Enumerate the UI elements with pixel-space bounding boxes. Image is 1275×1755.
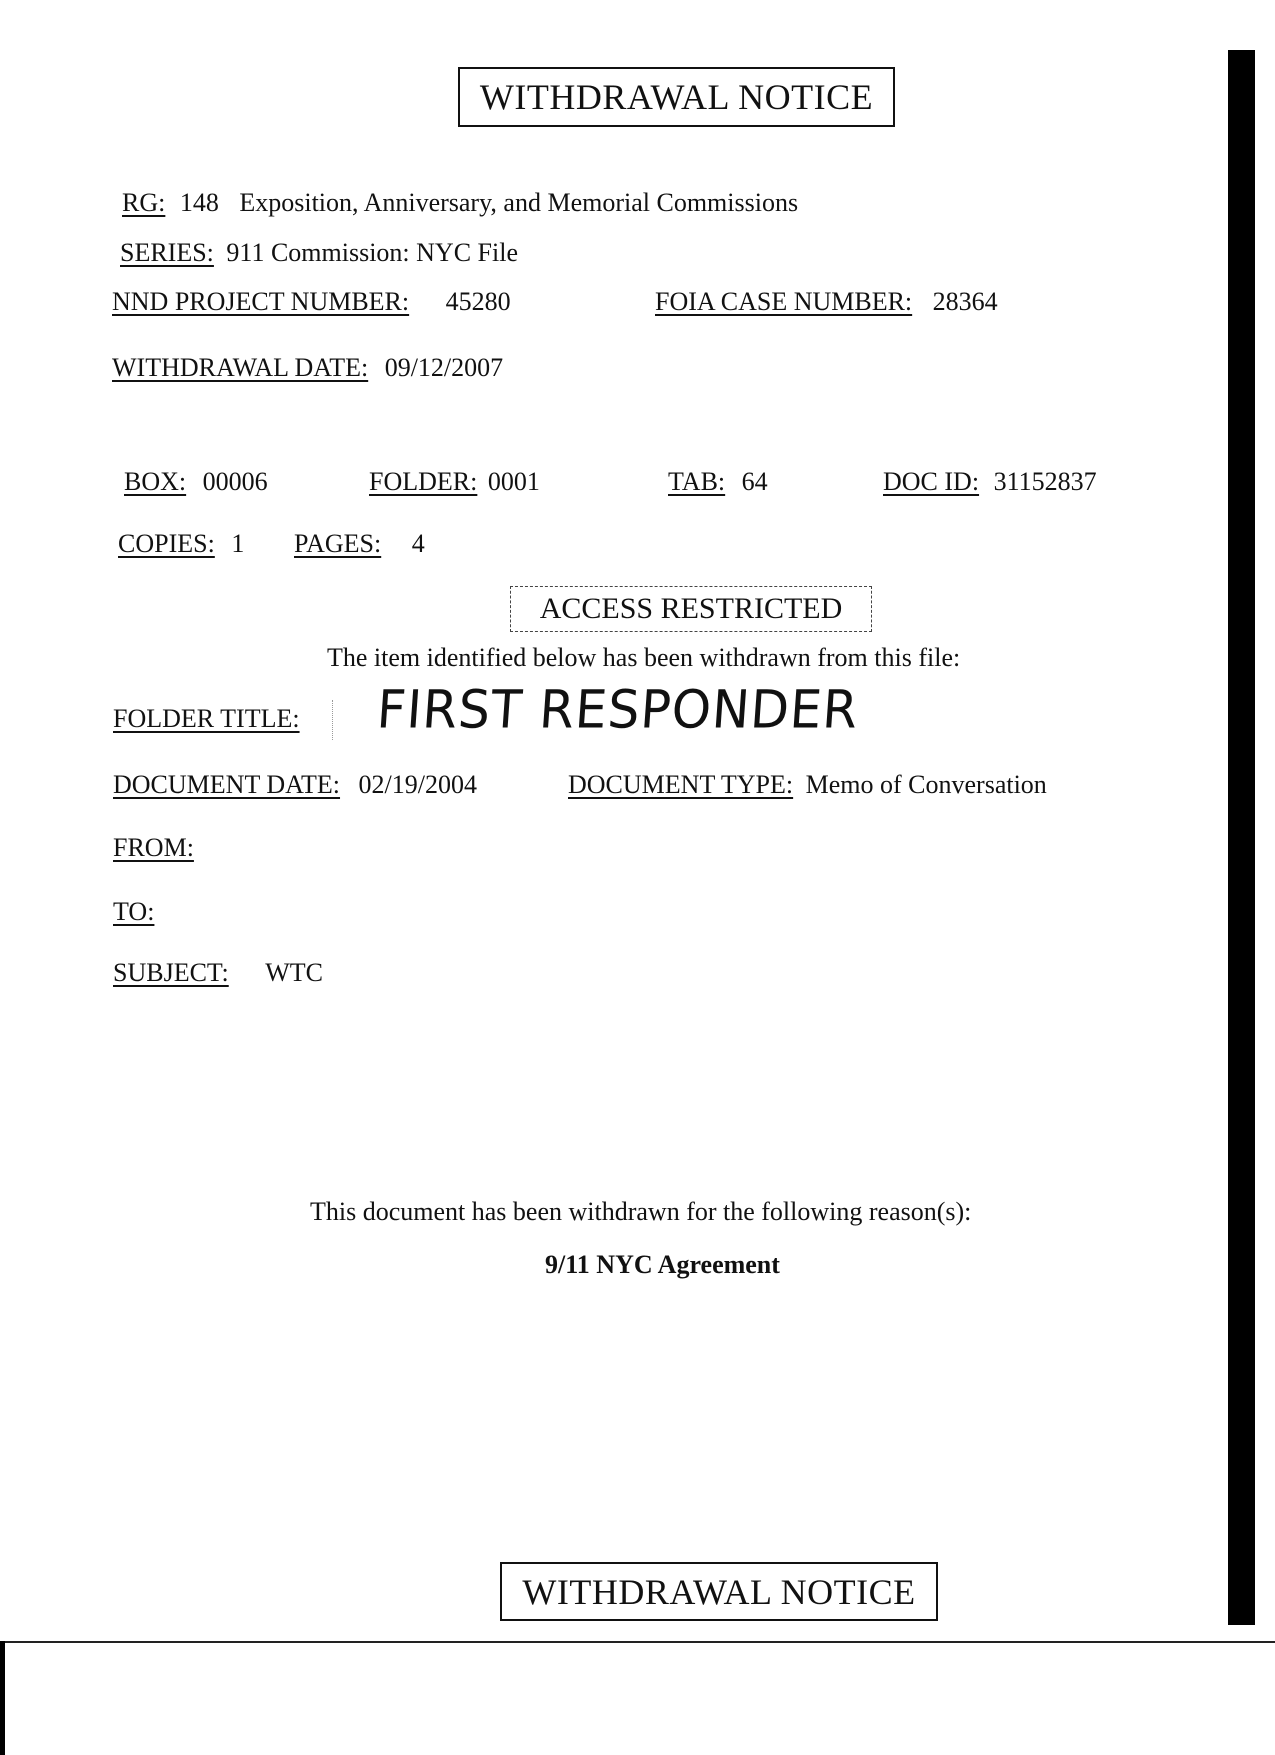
withdrawal-notice-footer (500, 1562, 938, 1621)
nnd-project-label: NND PROJECT NUMBER: (112, 287, 410, 316)
reason-intro (310, 1199, 971, 1225)
from-row (113, 835, 204, 861)
pages-value: 4 (411, 529, 425, 558)
withdrawal-date-value: 09/12/2007 (384, 353, 504, 382)
document-type-value: Memo of Conversation (805, 770, 1047, 799)
copies-row (118, 531, 244, 557)
reason-value (545, 1252, 780, 1278)
document-date-label: DOCUMENT DATE: (113, 770, 341, 799)
rg-label: RG: (122, 188, 166, 217)
access-restricted-label: ACCESS RESTRICTED (539, 592, 843, 625)
withdrawal-date-label: WITHDRAWAL DATE: (112, 353, 369, 382)
footer-title: WITHDRAWAL NOTICE (522, 1571, 916, 1612)
subject-label: SUBJECT: (113, 958, 229, 987)
subject-row (113, 960, 323, 986)
withdrawal-notice-header (458, 67, 895, 127)
document-type-row (568, 772, 1047, 798)
series-value: 911 Commission: NYC File (226, 238, 518, 267)
folder-row (369, 469, 540, 495)
doc-id-label: DOC ID: (883, 467, 980, 496)
scan-edge-bar-right (1228, 50, 1255, 1625)
folder-title-handwritten (375, 679, 861, 740)
reason-value-text: 9/11 NYC Agreement (545, 1250, 780, 1279)
folder-title-value: FIRST RESPONDER (375, 679, 861, 740)
copies-value: 1 (231, 529, 245, 558)
folder-title-label: FOLDER TITLE: (113, 704, 300, 733)
subject-value: WTC (265, 958, 323, 987)
foia-case-value: 28364 (932, 287, 998, 316)
box-label: BOX: (124, 467, 187, 496)
tab-value: 64 (741, 467, 768, 496)
reason-intro-text: This document has been withdrawn for the following reason(s): (310, 1197, 972, 1226)
pages-row (294, 531, 425, 557)
nnd-project-row (112, 289, 511, 315)
copies-label: COPIES: (118, 529, 215, 558)
rg-value: Exposition, Anniversary, and Memorial Commissions (239, 188, 799, 217)
document-date-value: 02/19/2004 (358, 770, 477, 799)
document-date-row (113, 772, 477, 798)
document-type-label: DOCUMENT TYPE: (568, 770, 794, 799)
rg-number: 148 (179, 188, 219, 217)
from-label: FROM: (113, 833, 194, 862)
withdrawn-notice-text: The item identified below has been withdrawn from this file: (327, 643, 961, 672)
series-row (120, 240, 518, 266)
folder-label: FOLDER: (369, 467, 478, 496)
tab-label: TAB: (668, 467, 726, 496)
box-row (124, 469, 268, 495)
rg-row (122, 190, 798, 216)
foia-case-label: FOIA CASE NUMBER: (655, 287, 913, 316)
doc-id-value: 31152837 (993, 467, 1097, 496)
box-value: 00006 (202, 467, 268, 496)
to-label: TO: (113, 897, 155, 926)
withdrawn-notice (327, 645, 960, 671)
series-label: SERIES: (120, 238, 214, 267)
foia-case-row (655, 289, 998, 315)
tab-row (668, 469, 768, 495)
scan-edge-line-bottom (0, 1641, 1275, 1643)
scan-dotted-line (332, 700, 333, 740)
folder-value: 0001 (487, 467, 540, 496)
scan-edge-bar-left (0, 1641, 5, 1755)
header-title: WITHDRAWAL NOTICE (479, 77, 874, 117)
folder-title-row (113, 706, 300, 732)
doc-id-row (883, 469, 1097, 495)
withdrawal-date-row (112, 355, 503, 381)
to-row (113, 899, 164, 925)
nnd-project-value: 45280 (445, 287, 511, 316)
access-restricted-badge (510, 586, 872, 632)
pages-label: PAGES: (294, 529, 382, 558)
